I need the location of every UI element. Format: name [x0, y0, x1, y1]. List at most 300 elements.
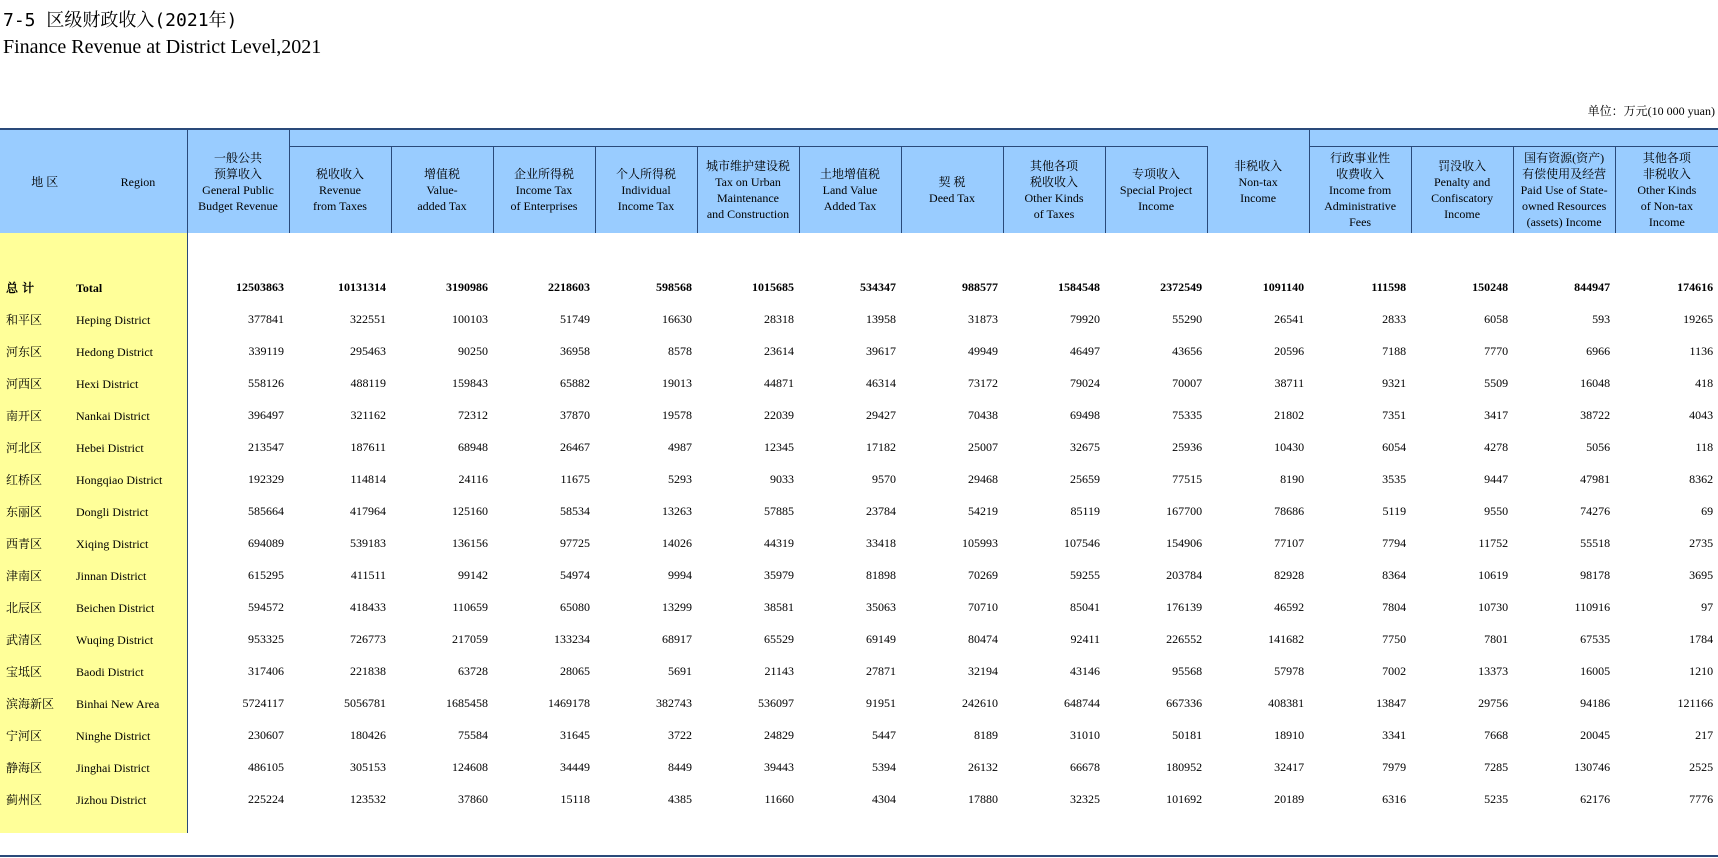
value-cell: 121166 [1677, 695, 1714, 710]
value-cell: 27871 [866, 663, 896, 678]
value-cell: 7750 [1382, 631, 1407, 646]
value-cell: 7794 [1382, 535, 1407, 550]
value-cell: 844947 [1574, 279, 1611, 294]
value-cell: 38581 [764, 599, 794, 614]
value-cell: 100103 [452, 311, 488, 326]
value-cell: 167700 [1166, 503, 1203, 518]
spacer-row [0, 233, 1718, 271]
table-row [0, 655, 1718, 687]
value-cell: 38722 [1580, 407, 1611, 422]
spacer-cell [1003, 233, 1105, 271]
value-cell: 988577 [962, 279, 998, 294]
special-project-header [1105, 147, 1207, 234]
value-cell: 2735 [1689, 535, 1714, 550]
value-cell: 176139 [1166, 599, 1203, 614]
value-cell: 57885 [764, 503, 794, 518]
value-cell: 78686 [1274, 503, 1305, 518]
value-cell: 49949 [968, 343, 998, 358]
value-cell: 19013 [662, 375, 692, 390]
header-line: Value- [426, 183, 458, 197]
header-line: 税收收入 [315, 167, 364, 181]
value-cell: 180952 [1166, 759, 1203, 774]
value-cell: 154906 [1166, 535, 1203, 550]
value-cell: 46592 [1274, 599, 1305, 614]
header-line: Land Value [822, 183, 878, 197]
value-cell: 85041 [1070, 599, 1100, 614]
header-line: 个人所得税 [615, 167, 676, 181]
value-cell: 295463 [350, 343, 386, 358]
value-cell: 95568 [1172, 663, 1203, 678]
value-cell: 69 [1701, 503, 1714, 518]
header-line: 税收收入 [1029, 175, 1078, 189]
value-cell: 19265 [1683, 311, 1714, 326]
header-line: Income Tax [515, 183, 573, 197]
table-row [0, 783, 1718, 815]
region-cell [0, 719, 187, 751]
value-cell: 28318 [764, 311, 794, 326]
header-line: Income [1444, 207, 1481, 221]
spacer-cell [1615, 815, 1718, 833]
value-cell: 8364 [1382, 567, 1407, 582]
value-cell: 594572 [248, 599, 284, 614]
spacer-cell [1615, 233, 1718, 271]
value-cell: 124608 [452, 759, 488, 774]
header-line: 专项收入 [1132, 167, 1181, 181]
value-cell: 70007 [1172, 375, 1203, 390]
table-title-en: Finance Revenue at District Level,2021 [3, 36, 322, 58]
value-cell: 10131314 [338, 279, 386, 294]
value-cell: 536097 [758, 695, 794, 710]
header-line: and Construction [706, 207, 790, 221]
value-cell: 34449 [560, 759, 590, 774]
spacer-cell [1411, 815, 1513, 833]
spacer-cell [0, 233, 187, 271]
value-cell: 3535 [1382, 471, 1407, 486]
value-cell: 123532 [350, 791, 386, 806]
value-cell: 32194 [968, 663, 998, 678]
value-cell: 130746 [1574, 759, 1611, 774]
value-cell: 98178 [1580, 567, 1611, 582]
region-name-cn: 河西区 [6, 376, 43, 391]
value-cell: 32417 [1274, 759, 1305, 774]
value-cell: 23784 [866, 503, 896, 518]
value-cell: 411511 [350, 567, 386, 582]
region-cell [0, 559, 187, 591]
region-name-en: Baodi District [76, 664, 144, 679]
region-cell [0, 527, 187, 559]
spacer-cell [595, 815, 697, 833]
header-line: Revenue [319, 183, 361, 197]
finance-revenue-table [0, 128, 1718, 833]
value-cell: 203784 [1166, 567, 1203, 582]
value-cell: 7285 [1484, 759, 1509, 774]
region-cell [0, 431, 187, 463]
table-row [0, 303, 1718, 335]
value-cell: 33418 [866, 535, 896, 550]
value-cell: 63728 [458, 663, 488, 678]
value-cell: 46497 [1070, 343, 1100, 358]
header-line: Other Kinds [1637, 183, 1697, 197]
value-cell: 111598 [1371, 279, 1407, 294]
value-cell: 69149 [866, 631, 896, 646]
region-cell [0, 751, 187, 783]
value-cell: 4987 [668, 439, 692, 454]
value-cell: 10730 [1478, 599, 1509, 614]
value-cell: 70438 [968, 407, 998, 422]
value-cell: 7770 [1484, 343, 1509, 358]
header-line: 国有资源(资产) [1524, 151, 1605, 165]
header-line: Income [1138, 199, 1175, 213]
value-cell: 6054 [1382, 439, 1407, 454]
value-cell: 6058 [1484, 311, 1509, 326]
region-cell [0, 687, 187, 719]
value-cell: 54974 [560, 567, 590, 582]
value-cell: 1091140 [1262, 279, 1305, 294]
value-cell: 20189 [1274, 791, 1305, 806]
region-name-cn: 静海区 [6, 760, 43, 775]
header-line: 其他各项 [1642, 151, 1691, 165]
header-line: of Enterprises [510, 199, 578, 213]
value-cell: 3722 [668, 727, 692, 742]
total-row [0, 271, 1718, 303]
urban-tax-header [697, 147, 799, 234]
value-cell: 9994 [668, 567, 692, 582]
table-row [0, 591, 1718, 623]
region-name-en: Wuqing District [76, 632, 154, 647]
region-name-en: Jizhou District [76, 792, 147, 807]
value-cell: 4278 [1484, 439, 1509, 454]
header-line: Income Tax [617, 199, 675, 213]
header-line: Tax on Urban [715, 175, 781, 189]
value-cell: 5056 [1586, 439, 1611, 454]
value-cell: 159843 [452, 375, 488, 390]
value-cell: 58534 [560, 503, 590, 518]
header-line: (assets) Income [1526, 215, 1602, 229]
value-cell: 75335 [1172, 407, 1203, 422]
value-cell: 12345 [764, 439, 794, 454]
value-cell: 9570 [872, 471, 896, 486]
table-row [0, 751, 1718, 783]
table-row [0, 623, 1718, 655]
value-cell: 37860 [458, 791, 488, 806]
spacer-cell [799, 233, 901, 271]
value-cell: 125160 [452, 503, 488, 518]
region-name-en: Hebei District [76, 440, 144, 455]
region-cell [0, 783, 187, 815]
value-cell: 5235 [1484, 791, 1509, 806]
value-cell: 1584548 [1058, 279, 1100, 294]
value-cell: 20596 [1274, 343, 1305, 358]
spacer-cell [493, 815, 595, 833]
value-cell: 3190986 [446, 279, 488, 294]
spacer-cell [1513, 233, 1615, 271]
header-line: of Non-tax [1640, 199, 1694, 213]
value-cell: 77515 [1172, 471, 1203, 486]
value-cell: 14026 [662, 535, 692, 550]
value-cell: 1136 [1689, 343, 1714, 358]
table-row [0, 335, 1718, 367]
value-cell: 72312 [458, 407, 488, 422]
value-cell: 377841 [248, 311, 284, 326]
value-cell: 81898 [866, 567, 896, 582]
header-line: 有偿使用及经营 [1522, 167, 1607, 181]
region-header-cn: 地 区 [31, 174, 59, 189]
value-cell: 110916 [1574, 599, 1611, 614]
value-cell: 82928 [1274, 567, 1305, 582]
region-name-en: Jinnan District [76, 568, 147, 583]
value-cell: 418433 [350, 599, 386, 614]
value-cell: 322551 [350, 311, 386, 326]
spacer-row [0, 815, 1718, 833]
value-cell: 5119 [1382, 503, 1407, 518]
header-line: 行政事业性 [1330, 151, 1391, 165]
header-line: 非税收入 [1642, 167, 1691, 181]
value-cell: 105993 [962, 535, 998, 550]
value-cell: 47981 [1580, 471, 1611, 486]
spacer-cell [289, 233, 391, 271]
value-cell: 94186 [1580, 695, 1611, 710]
region-cell [0, 623, 187, 655]
value-cell: 25659 [1070, 471, 1100, 486]
region-name-cn: 总 计 [6, 280, 35, 295]
value-cell: 2833 [1382, 311, 1407, 326]
spacer-cell [1309, 815, 1411, 833]
value-cell: 593 [1592, 311, 1611, 326]
value-cell: 539183 [350, 535, 386, 550]
region-name-en: Xiqing District [76, 536, 149, 551]
value-cell: 10619 [1478, 567, 1509, 582]
value-cell: 91951 [866, 695, 896, 710]
value-cell: 2372549 [1160, 279, 1203, 294]
value-cell: 16630 [662, 311, 692, 326]
header-line: 预算收入 [213, 166, 262, 181]
value-cell: 5724117 [242, 695, 284, 710]
value-cell: 32325 [1070, 791, 1100, 806]
region-cell [0, 367, 187, 399]
region-name-en: Beichen District [76, 600, 155, 615]
table-header [0, 129, 1718, 233]
value-cell: 7804 [1382, 599, 1407, 614]
value-cell: 8190 [1280, 471, 1305, 486]
value-cell: 534347 [860, 279, 896, 294]
header-line: of Taxes [1033, 207, 1075, 221]
value-cell: 36958 [560, 343, 590, 358]
value-cell: 7801 [1484, 631, 1509, 646]
table-row [0, 719, 1718, 751]
value-cell: 101692 [1166, 791, 1203, 806]
other-non-tax-header [1615, 147, 1718, 234]
value-cell: 73172 [968, 375, 998, 390]
spacer-cell [1105, 815, 1207, 833]
value-cell: 648744 [1064, 695, 1100, 710]
land-tax-header [799, 147, 901, 234]
value-cell: 35979 [764, 567, 794, 582]
region-header-en: Region [120, 174, 156, 189]
value-cell: 54219 [968, 503, 998, 518]
value-cell: 7188 [1382, 343, 1407, 358]
table-body [0, 233, 1718, 833]
value-cell: 29468 [968, 471, 998, 486]
spacer-cell [493, 233, 595, 271]
value-cell: 5293 [668, 471, 692, 486]
header-line: Paid Use of State- [1520, 183, 1608, 197]
value-cell: 90250 [458, 343, 488, 358]
value-cell: 213547 [248, 439, 284, 454]
value-cell: 321162 [350, 407, 386, 422]
value-cell: 7351 [1382, 407, 1407, 422]
value-cell: 37870 [560, 407, 590, 422]
value-cell: 339119 [248, 343, 284, 358]
value-cell: 39443 [764, 759, 794, 774]
value-cell: 418 [1695, 375, 1714, 390]
value-cell: 488119 [350, 375, 386, 390]
header-line: Budget Revenue [198, 198, 278, 213]
value-cell: 43656 [1172, 343, 1203, 358]
value-cell: 953325 [248, 631, 284, 646]
value-cell: 5056781 [344, 695, 386, 710]
region-name-cn: 宝坻区 [6, 664, 43, 679]
value-cell: 180426 [350, 727, 386, 742]
header-line: 城市维护建设税 [705, 159, 790, 173]
value-cell: 24829 [764, 727, 794, 742]
value-cell: 12503863 [236, 279, 284, 294]
table-row [0, 367, 1718, 399]
value-cell: 1685458 [446, 695, 488, 710]
region-cell [0, 303, 187, 335]
region-name-en: Hedong District [76, 344, 153, 359]
general-budget-header [187, 129, 289, 233]
value-cell: 21802 [1274, 407, 1305, 422]
value-cell: 75584 [458, 727, 488, 742]
value-cell: 13299 [662, 599, 692, 614]
state-assets-header [1513, 147, 1615, 234]
spacer-cell [1207, 233, 1309, 271]
value-cell: 417964 [350, 503, 386, 518]
value-cell: 9447 [1484, 471, 1509, 486]
header-line: Income [1648, 215, 1685, 229]
value-cell: 694089 [248, 535, 284, 550]
region-cell [0, 463, 187, 495]
value-cell: 29756 [1478, 695, 1509, 710]
spacer-cell [391, 815, 493, 833]
spacer-cell [901, 815, 1003, 833]
value-cell: 17182 [866, 439, 896, 454]
region-name-cn: 宁河区 [6, 728, 43, 743]
value-cell: 192329 [248, 471, 284, 486]
value-cell: 136156 [452, 535, 488, 550]
value-cell: 8189 [974, 727, 998, 742]
table-row [0, 463, 1718, 495]
value-cell: 44871 [764, 375, 794, 390]
header-line: from Taxes [313, 199, 367, 213]
value-cell: 46314 [866, 375, 896, 390]
value-cell: 187611 [350, 439, 386, 454]
region-name-en: Heping District [76, 312, 151, 327]
value-cell: 726773 [350, 631, 386, 646]
tax-revenue-header [289, 147, 391, 234]
value-cell: 486105 [248, 759, 284, 774]
region-name-en: Dongli District [76, 504, 149, 519]
value-cell: 11752 [1478, 535, 1509, 550]
value-cell: 68917 [662, 631, 692, 646]
region-cell [0, 335, 187, 367]
spacer-cell [0, 815, 187, 833]
value-cell: 13958 [866, 311, 896, 326]
value-cell: 65529 [764, 631, 794, 646]
header-line: 罚没收入 [1438, 159, 1487, 173]
value-cell: 2218603 [548, 279, 590, 294]
value-cell: 9321 [1382, 375, 1407, 390]
region-name-cn: 红桥区 [6, 472, 43, 487]
header-line: Non-tax [1238, 174, 1278, 189]
value-cell: 5394 [872, 759, 896, 774]
value-cell: 32675 [1070, 439, 1100, 454]
non-tax-group-band [1309, 129, 1718, 147]
value-cell: 22039 [764, 407, 794, 422]
value-cell: 3695 [1689, 567, 1714, 582]
header-line: Income from [1328, 183, 1392, 197]
value-cell: 29427 [866, 407, 896, 422]
region-name-cn: 武清区 [6, 632, 43, 647]
value-cell: 20045 [1580, 727, 1611, 742]
value-cell: 67535 [1580, 631, 1611, 646]
region-name-cn: 和平区 [6, 312, 43, 327]
value-cell: 5447 [872, 727, 896, 742]
region-name-en: Hongqiao District [76, 472, 163, 487]
value-cell: 217059 [452, 631, 488, 646]
value-cell: 69498 [1070, 407, 1100, 422]
value-cell: 70710 [968, 599, 998, 614]
header-line: 非税收入 [1234, 158, 1283, 173]
value-cell: 5691 [668, 663, 692, 678]
header-line: 契 税 [938, 175, 966, 189]
header-line: 增值税 [423, 167, 460, 181]
value-cell: 4385 [668, 791, 692, 806]
header-line: owned Resources [1521, 199, 1607, 213]
region-name-cn: 津南区 [6, 568, 43, 583]
penalty-header [1411, 147, 1513, 234]
value-cell: 79920 [1070, 311, 1100, 326]
value-cell: 1469178 [548, 695, 590, 710]
table-row [0, 527, 1718, 559]
region-name-cn: 河东区 [6, 344, 43, 359]
value-cell: 85119 [1070, 503, 1100, 518]
value-cell: 558126 [248, 375, 284, 390]
region-name-en: Hexi District [76, 376, 139, 391]
header-line: Administrative [1324, 199, 1397, 213]
value-cell: 6316 [1382, 791, 1407, 806]
value-cell: 11660 [764, 791, 794, 806]
value-cell: 110659 [452, 599, 488, 614]
value-cell: 1015685 [752, 279, 794, 294]
other-taxes-header [1003, 147, 1105, 234]
value-cell: 24116 [458, 471, 488, 486]
value-cell: 5509 [1484, 375, 1509, 390]
header-line: Added Tax [823, 199, 877, 213]
value-cell: 55290 [1172, 311, 1203, 326]
value-cell: 305153 [350, 759, 386, 774]
header-line: 企业所得税 [513, 167, 574, 181]
region-header [0, 129, 187, 233]
value-cell: 59255 [1070, 567, 1100, 582]
value-cell: 2525 [1689, 759, 1714, 774]
admin-fees-header [1309, 147, 1411, 234]
header-line: 土地增值税 [819, 167, 880, 181]
value-cell: 396497 [248, 407, 284, 422]
value-cell: 43146 [1070, 663, 1100, 678]
value-cell: 17880 [968, 791, 998, 806]
vat-header [391, 147, 493, 234]
